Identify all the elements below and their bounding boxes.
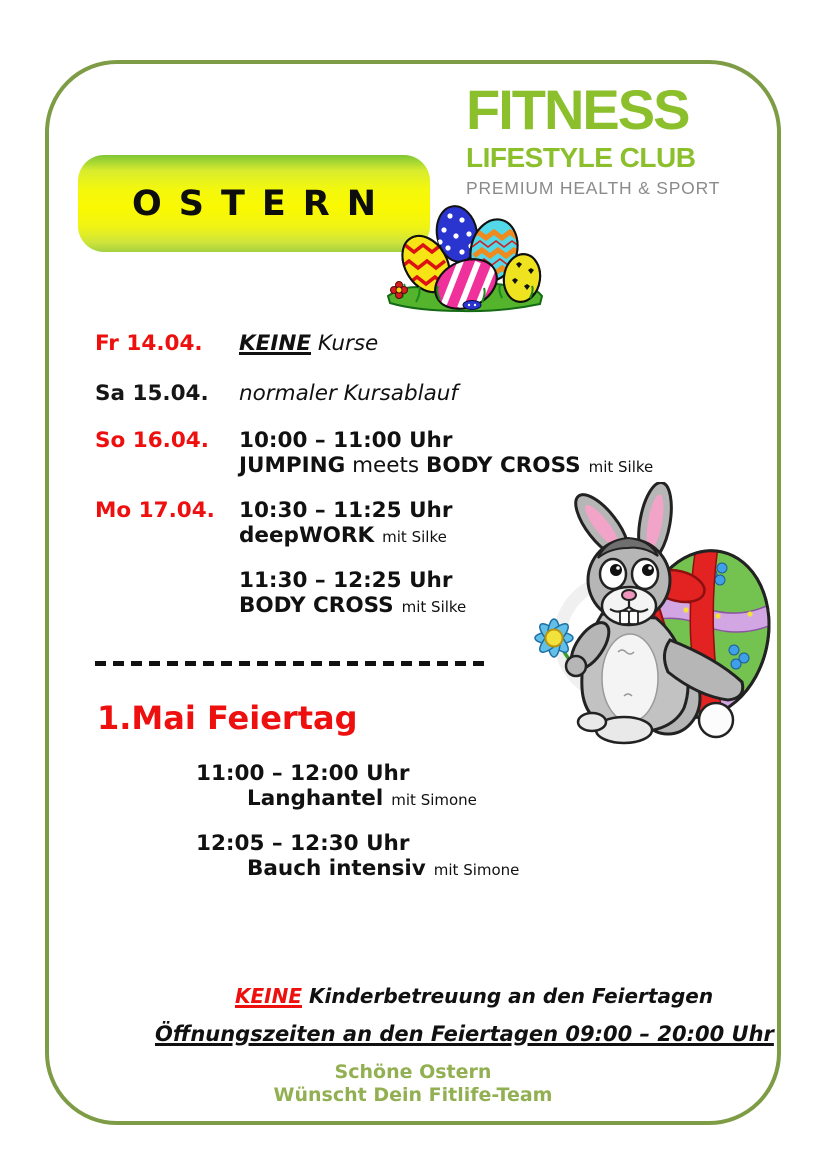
course-name: Langhantel	[247, 786, 384, 811]
course-name: Bauch intensiv	[247, 856, 426, 881]
footer-line-1: Schöne Ostern	[334, 1061, 492, 1083]
course-connector: meets	[345, 453, 426, 478]
blue-flower	[463, 301, 481, 310]
instructor: mit Silke	[401, 598, 467, 616]
mai-heading: 1.Mai Feiertag	[97, 699, 358, 737]
ostern-banner	[78, 155, 430, 252]
dashed-divider	[95, 661, 489, 666]
course-name: JUMPING	[239, 453, 346, 478]
course-time: 12:05 – 12:30 Uhr	[196, 831, 410, 856]
course-time: 11:30 – 12:25 Uhr	[239, 568, 453, 593]
schedule-date: Mo 17.04.	[95, 498, 215, 523]
club-logo	[466, 78, 721, 198]
schedule-date: Sa 15.04.	[95, 381, 209, 406]
schedule-entry	[239, 331, 378, 356]
course-time: 10:30 – 11:25 Uhr	[239, 498, 453, 523]
course-line	[247, 786, 477, 811]
schedule-date: So 16.04.	[95, 428, 209, 453]
easter-eggs-illustration	[382, 198, 546, 318]
course-line	[239, 523, 452, 550]
logo-title: FITNESS	[466, 78, 689, 141]
course-line	[247, 856, 519, 881]
logo-tagline: PREMIUM HEALTH & SPORT	[466, 178, 721, 198]
schedule-entry	[239, 428, 653, 480]
bunny-tail	[699, 703, 733, 737]
instructor: mit Silke	[588, 458, 654, 476]
schedule-entry: normaler Kursablauf	[239, 381, 458, 406]
opening-hours-note: Öffnungszeiten an den Feiertagen 09:00 – 20:00 Uhr	[155, 1022, 774, 1046]
childcare-note	[235, 984, 713, 1008]
keine-label: KEINE	[239, 331, 312, 356]
ostern-banner-label: OSTERN	[132, 183, 393, 224]
keine-label: KEINE	[235, 984, 303, 1008]
course-name: BODY CROSS	[239, 593, 394, 618]
course-line	[239, 453, 653, 480]
instructor: mit Silke	[382, 528, 447, 546]
childcare-text: Kinderbetreuung an den Feiertagen	[302, 984, 714, 1008]
schedule-entry	[239, 568, 466, 620]
course-name: BODY CROSS	[425, 453, 581, 478]
schedule-date: Fr 14.04.	[95, 331, 203, 356]
course-line	[239, 593, 466, 620]
logo-subtitle: LIFESTYLE CLUB	[466, 142, 696, 173]
course-time: 10:00 – 11:00 Uhr	[239, 428, 453, 453]
easter-bunny-illustration	[506, 482, 780, 754]
instructor: mit Simone	[391, 791, 477, 809]
course-name: deepWORK	[239, 523, 375, 548]
instructor: mit Simone	[433, 861, 520, 879]
note-text: Kurse	[311, 331, 379, 356]
footer-greeting	[45, 1061, 781, 1107]
footer-line-2: Wünscht Dein Fitlife-Team	[273, 1084, 553, 1106]
course-time: 11:00 – 12:00 Uhr	[196, 761, 410, 786]
schedule-entry	[239, 498, 452, 550]
